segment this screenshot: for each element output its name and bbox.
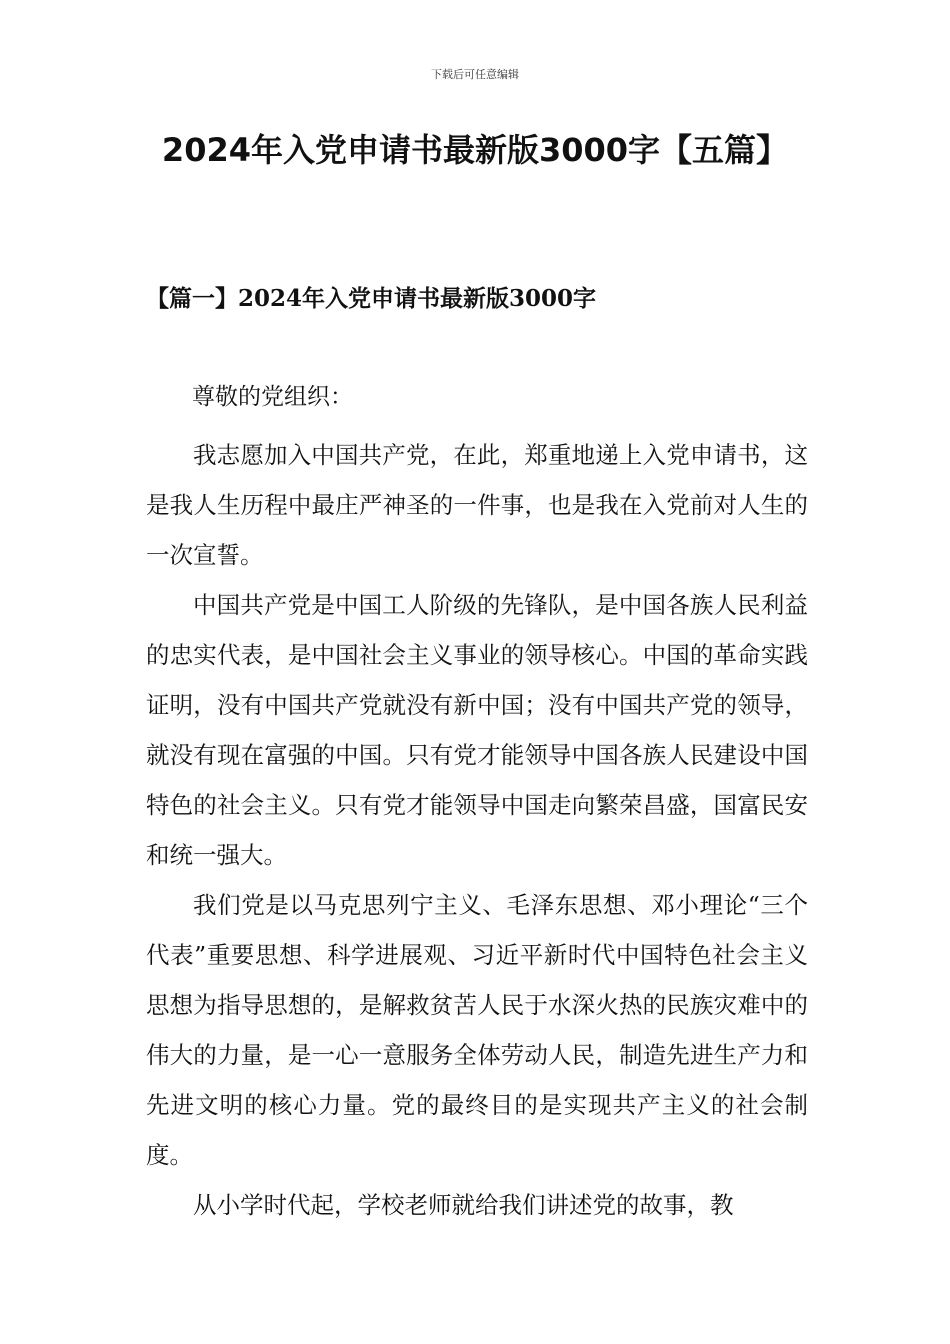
section-heading: 【篇一】2024年入党申请书最新版3000字 [146,285,597,312]
document-title: 2024年入党申请书最新版3000字【五篇】 [161,131,789,169]
header-note: 下载后可任意编辑 [431,68,519,81]
paragraph: 中国共产党是中国工人阶级的先锋队，是中国各族人民利益的忠实代表，是中国社会主义事业的领导核心。中国的革命实践证明，没有中国共产党就没有新中国；没有中国共产党的领导，就没有现在富强的中国。只有党才能领导中国各族人民建设中国特色的社会主义。只有党才能领导中国走向繁荣昌盛，国富民安和统一强大。 [146,591,808,869]
paragraph: 我们党是以马克思列宁主义、毛泽东思想、邓小理论“三个代表”重要思想、科学进展观、习近平新时代中国特色社会主义思想为指导思想的，是解救贫苦人民于水深火热的民族灾难中的伟大的力量，是一心一意服务全体劳动人民，制造先进生产力和先进文明的核心力量。党的最终目的是实现共产主义的社会制度。 [146,891,808,1169]
body-text [146,430,808,1230]
paragraph: 我志愿加入中国共产党，在此，郑重地递上入党申请书，这是我人生历程中最庄严神圣的一件事，也是我在入党前对人生的一次宣誓。 [146,441,808,569]
salutation: 尊敬的党组织： [192,384,353,410]
paragraph: 从小学时代起，学校老师就给我们讲述党的故事，教 [193,1191,734,1219]
